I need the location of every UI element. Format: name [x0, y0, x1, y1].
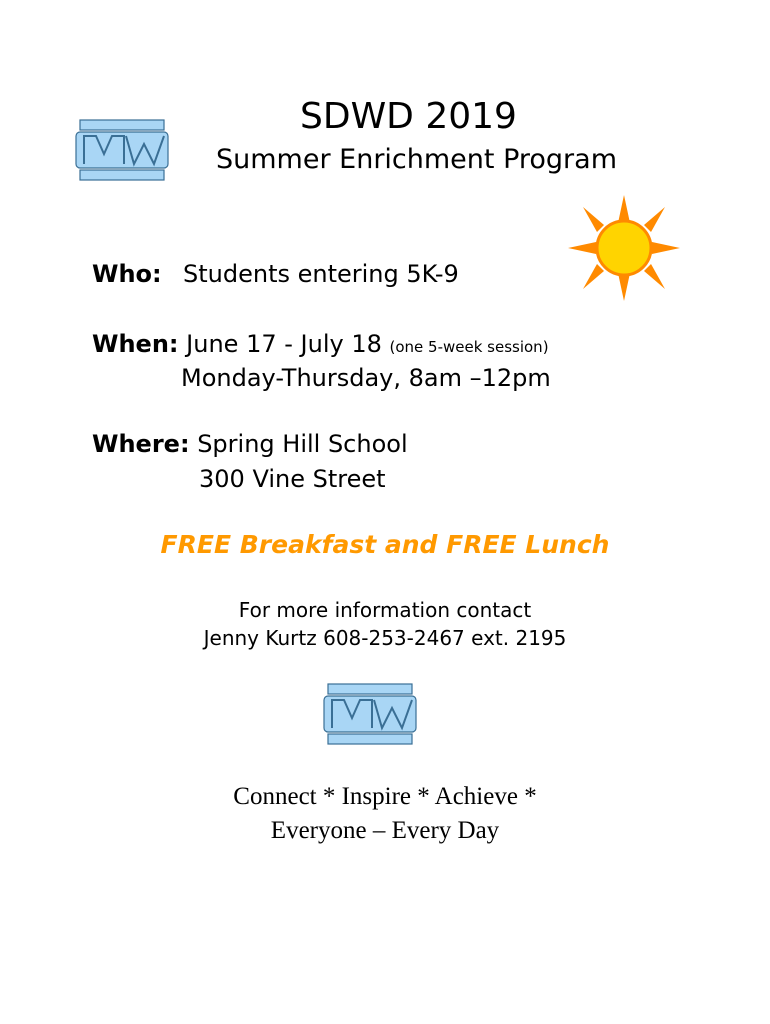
page-title: SDWD 2019 [300, 96, 517, 137]
sun-icon [566, 193, 682, 303]
where-address: 300 Vine Street [199, 465, 386, 493]
when-note: (one 5-week session) [389, 338, 549, 356]
motto-line-2: Everyone – Every Day [270, 817, 500, 844]
who-row [92, 260, 162, 288]
when-dates: June 17 - July 18 [186, 330, 382, 358]
when-label: When: [92, 330, 179, 358]
where-label: Where: [92, 430, 190, 458]
page-subtitle: Summer Enrichment Program [216, 144, 617, 175]
who-label: Who: [92, 260, 162, 288]
motto-line-1: Connect * Inspire * Achieve * [233, 783, 537, 810]
meals-banner: FREE Breakfast and FREE Lunch [160, 530, 610, 559]
where-school: Spring Hill School [197, 430, 408, 458]
when-schedule: Monday-Thursday, 8am –12pm [181, 364, 551, 392]
mwd-logo-icon [74, 118, 170, 182]
contact-line-2: Jenny Kurtz 608-253-2467 ext. 2195 [203, 626, 567, 650]
when-row [92, 330, 549, 358]
mwd-logo-icon [318, 682, 422, 746]
where-row [92, 430, 408, 458]
contact-line-1: For more information contact [238, 598, 532, 622]
who-value: Students entering 5K-9 [183, 260, 459, 288]
